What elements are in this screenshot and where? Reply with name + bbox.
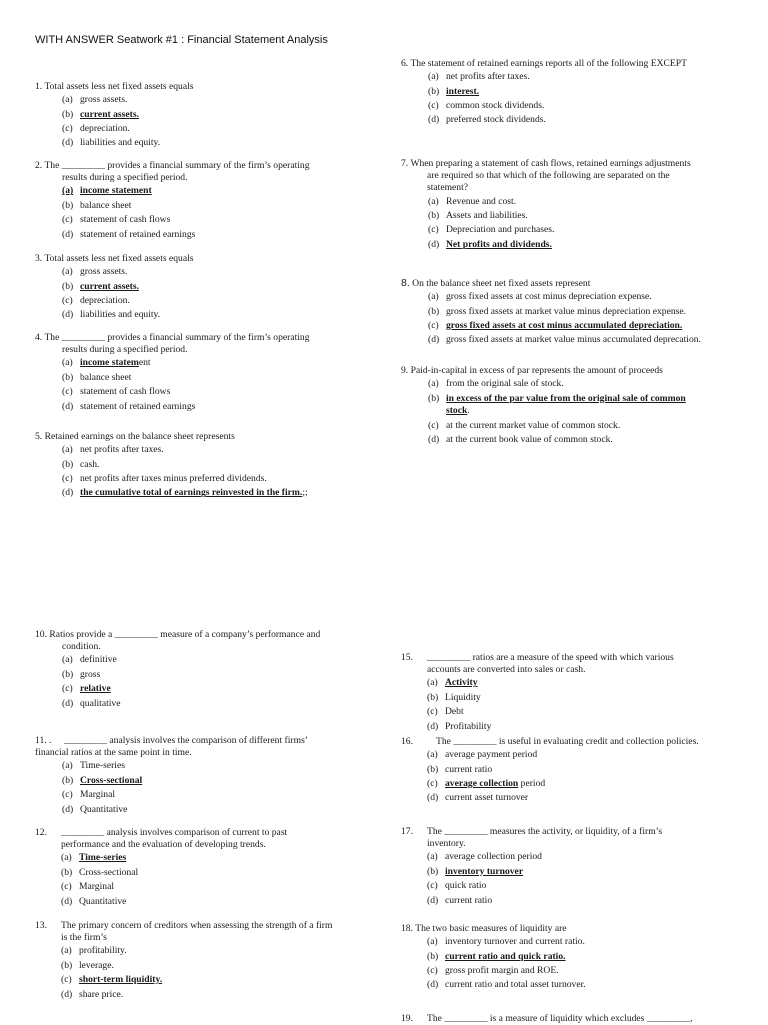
question-13 <box>35 920 380 1002</box>
option-d[interactable]: (d) share price. <box>61 988 124 1000</box>
page-title: WITH ANSWER Seatwork #1 : Financial Statement Analysis <box>35 34 328 46</box>
option-d[interactable]: (d) current asset turnover <box>427 792 529 804</box>
question-stem: The primary concern of creditors when assessing the strength of a firm <box>61 920 333 931</box>
question-stem-continued: accounts are converted into sales or cash. <box>427 664 586 676</box>
option-a[interactable]: (a) net profits after taxes. <box>428 71 530 83</box>
option-a-answer[interactable]: (a) income statement <box>62 357 151 369</box>
question-number: 12. <box>35 827 47 838</box>
option-d[interactable]: (d) liabilities and equity. <box>62 309 161 321</box>
option-d[interactable]: (d) liabilities and equity. <box>62 137 161 149</box>
option-d[interactable]: (d) preferred stock dividends. <box>428 114 546 126</box>
question-12 <box>35 827 380 909</box>
option-b[interactable]: (b) Assets and liabilities. <box>428 210 528 222</box>
option-c[interactable]: (c) depreciation. <box>62 123 130 135</box>
option-c[interactable]: (c) statement of cash flows <box>62 214 171 226</box>
question-8 <box>401 277 746 348</box>
question-stem: The _________ measures the activity, or liquidity, of a firm’s <box>427 826 663 837</box>
question-number: 16. <box>401 736 413 747</box>
question-number: 7. <box>401 158 409 169</box>
question-2 <box>35 160 375 242</box>
option-b[interactable]: (b) gross fixed assets at market value minus depreciation expense. <box>428 305 687 317</box>
question-stem: _________ ratios are a measure of the speed with which various <box>427 652 674 663</box>
question-stem: _________ analysis involves the comparison of different firms’ <box>63 735 308 746</box>
question-number: 2. <box>35 160 43 171</box>
question-17 <box>401 826 746 908</box>
question-stem: Total assets less net fixed assets equals <box>44 81 194 92</box>
question-stem-continued: performance and the evaluation of developing trends. <box>61 839 266 851</box>
option-c[interactable]: (c) gross profit margin and ROE. <box>427 965 559 977</box>
question-3 <box>35 253 365 323</box>
question-stem-continued: are required so that which of the following are separated on the <box>427 170 670 182</box>
option-d[interactable]: (d) statement of retained earnings <box>62 228 196 240</box>
option-c[interactable]: (c) depreciation. <box>62 295 130 307</box>
question-5 <box>35 431 365 501</box>
option-b-answer[interactable]: (b) Cross-sectional <box>62 774 143 786</box>
option-d[interactable]: (d) at the current book value of common stock. <box>428 434 613 446</box>
question-stem: When preparing a statement of cash flows, retained earnings adjustments <box>410 158 691 169</box>
question-stem-continued: inventory. <box>427 838 466 850</box>
question-number: 15. <box>401 652 413 663</box>
question-16 <box>401 736 746 806</box>
question-9 <box>401 365 746 448</box>
question-number: 9. <box>401 365 409 376</box>
option-d[interactable]: (d) current ratio <box>427 894 493 906</box>
option-b-answer[interactable]: (b) in excess of the par value from the original sale of common stock. <box>428 392 686 417</box>
option-a-answer[interactable]: (a) Activity <box>427 677 478 689</box>
question-number: 6. <box>401 58 409 69</box>
question-number: 11. . <box>35 735 52 746</box>
option-c-answer[interactable]: (c) relative <box>62 683 111 695</box>
option-d[interactable]: (d) gross fixed assets at market value minus accumulated deprecation. <box>428 334 701 346</box>
question-stem-continued: statement? <box>427 182 469 194</box>
question-stem: The _________ provides a financial summary of the firm’s operating <box>44 160 310 171</box>
question-7 <box>401 158 741 252</box>
question-4 <box>35 332 375 414</box>
question-number: 19. <box>401 1013 413 1024</box>
question-stem-continued: condition. <box>62 641 101 653</box>
question-10 <box>35 629 375 711</box>
question-number: 17. <box>401 826 413 837</box>
question-number: 10. <box>35 629 47 640</box>
question-6 <box>401 58 741 128</box>
option-b-answer[interactable]: (b) inventory turnover <box>427 865 524 877</box>
question-stem-continued: results during a specified period. <box>62 172 188 184</box>
question-number: 4. <box>35 332 43 343</box>
question-number: 18. <box>401 923 413 934</box>
option-a[interactable]: (a) net profits after taxes. <box>62 444 164 456</box>
option-b[interactable]: (b) cash. <box>62 458 100 470</box>
option-c[interactable]: (c) common stock dividends. <box>428 100 545 112</box>
option-a[interactable]: (a) gross assets. <box>62 94 128 106</box>
option-a[interactable]: (a) Revenue and cost. <box>428 195 517 207</box>
question-stem-continued: is the firm’s <box>61 932 107 944</box>
option-a[interactable]: (a) average payment period <box>427 749 538 761</box>
option-a-answer[interactable]: (a) income statement <box>62 185 152 197</box>
option-b[interactable]: (b) current ratio <box>427 763 493 775</box>
option-a[interactable]: (a) profitability. <box>61 945 127 957</box>
option-a[interactable]: (a) Time-series <box>62 760 125 772</box>
option-d[interactable]: (d) Quantitative <box>61 895 127 907</box>
option-a[interactable]: (a) average collection period <box>427 851 542 863</box>
question-stem: Total assets less net fixed assets equals <box>44 253 194 264</box>
option-c[interactable]: (c) Marginal <box>61 881 114 893</box>
option-b-answer[interactable]: (b) interest. <box>428 85 480 97</box>
option-d[interactable]: (d) qualitative <box>62 697 121 709</box>
option-d[interactable]: (d) current ratio and total asset turnover. <box>427 979 586 991</box>
option-c[interactable]: (c) quick ratio <box>427 880 487 892</box>
option-c[interactable]: (c) statement of cash flows <box>62 386 171 398</box>
question-stem: Retained earnings on the balance sheet represents <box>44 431 235 442</box>
question-stem: _________ analysis involves comparison of current to past <box>61 827 288 838</box>
option-c[interactable]: (c) Debt <box>427 706 464 718</box>
question-number: 1. <box>35 81 43 92</box>
option-a[interactable]: (a) definitive <box>62 654 117 666</box>
option-d[interactable]: (d) Quantitative <box>62 803 128 815</box>
option-c-answer[interactable]: (c) average collection period <box>427 778 546 790</box>
option-d[interactable]: (d) Profitability <box>427 720 492 732</box>
option-c-answer[interactable]: (c) gross fixed assets at cost minus accumulated depreciation. <box>428 320 683 332</box>
question-15 <box>401 652 746 734</box>
option-b[interactable]: (b) balance sheet <box>62 199 132 211</box>
question-stem: The statement of retained earnings reports all of the following EXCEPT <box>410 58 687 69</box>
question-19 <box>401 1013 746 1025</box>
question-stem: The _________ provides a financial summary of the firm’s operating <box>44 332 310 343</box>
question-stem: On the balance sheet net fixed assets represent <box>412 278 591 289</box>
question-stem: Ratios provide a _________ measure of a company’s performance and <box>49 629 321 640</box>
question-stem: Paid-in-capital in excess of par represents the amount of proceeds <box>410 365 663 376</box>
option-b-answer[interactable]: (b) current assets. <box>62 108 139 120</box>
option-a[interactable]: (a) gross fixed assets at cost minus depreciation expense. <box>428 291 652 303</box>
option-b[interactable]: (b) Liquidity <box>427 691 481 703</box>
option-b[interactable]: (b) leverage. <box>61 959 114 971</box>
option-b[interactable]: (b) balance sheet <box>62 371 132 383</box>
option-a[interactable]: (a) from the original sale of stock. <box>428 378 564 390</box>
question-18 <box>401 923 746 993</box>
option-b[interactable]: (b) gross <box>62 668 101 680</box>
question-1 <box>35 81 365 151</box>
option-b[interactable]: (b) Cross-sectional <box>61 866 139 878</box>
question-stem-continued: financial ratios at the same point in time. <box>35 747 192 759</box>
question-11 <box>35 735 380 817</box>
option-d-answer[interactable]: (d) the cumulative total of earnings reinvested in the firm.;; <box>62 487 308 499</box>
option-a[interactable]: (a) inventory turnover and current ratio. <box>427 936 585 948</box>
question-number: 8. <box>401 277 410 289</box>
option-c[interactable]: (c) Depreciation and purchases. <box>428 224 555 236</box>
question-stem: The two basic measures of liquidity are <box>415 923 567 934</box>
option-b-answer[interactable]: (b) current ratio and quick ratio. <box>427 950 566 962</box>
option-c-answer[interactable]: (c) short-term liquidity. <box>61 974 163 986</box>
option-b-answer[interactable]: (b) current assets. <box>62 280 139 292</box>
option-d-answer[interactable]: (d) Net profits and dividends. <box>428 238 552 250</box>
question-stem-continued: results during a specified period. <box>62 344 188 356</box>
option-c[interactable]: (c) net profits after taxes minus preferred dividends. <box>62 473 267 485</box>
option-d[interactable]: (d) statement of retained earnings <box>62 400 196 412</box>
question-stem: The _________ is a measure of liquidity which excludes _________, <box>427 1013 693 1024</box>
option-c[interactable]: (c) at the current market value of common stock. <box>428 419 621 431</box>
question-stem: The _________ is useful in evaluating credit and collection policies. <box>436 736 699 747</box>
option-a-answer[interactable]: (a) Time-series <box>61 852 127 864</box>
option-a[interactable]: (a) gross assets. <box>62 266 128 278</box>
question-number: 13. <box>35 920 47 931</box>
question-number: 5. <box>35 431 43 442</box>
option-c[interactable]: (c) Marginal <box>62 789 115 801</box>
question-number: 3. <box>35 253 43 264</box>
